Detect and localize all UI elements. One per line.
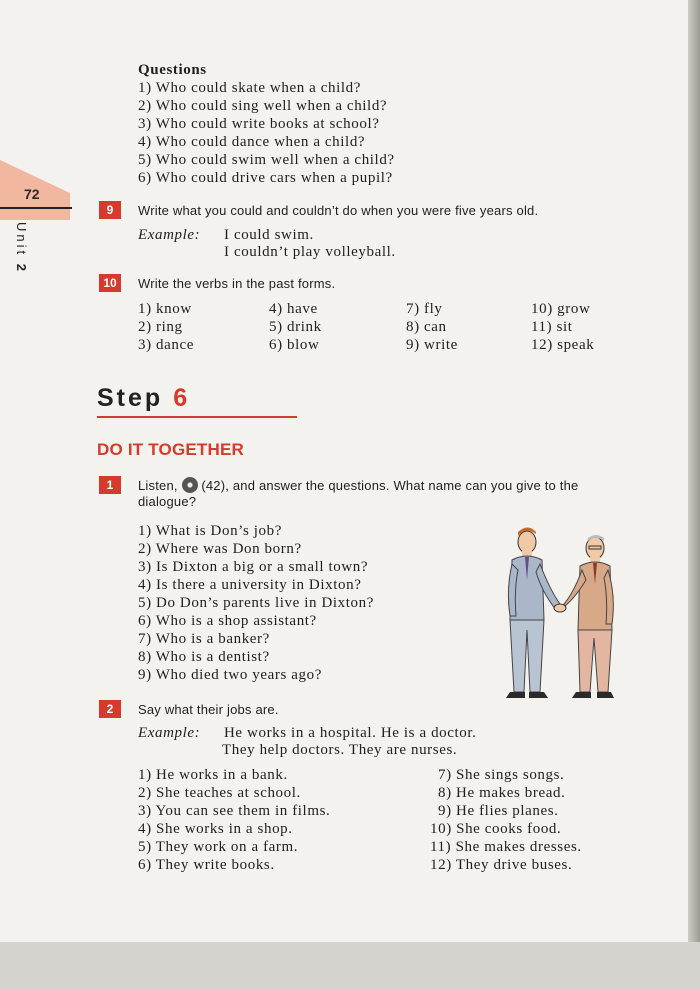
question-item: 6) Who is a shop assistant? <box>138 613 317 629</box>
question-item: 4) Is there a university in Dixton? <box>138 577 362 593</box>
verb-item: 5) drink <box>269 319 322 335</box>
exercise-instruction-cont: dialogue? <box>138 494 197 509</box>
job-item: 9) He flies planes. <box>438 803 559 819</box>
job-item: 1) He works in a bank. <box>138 767 288 783</box>
page-edge <box>688 0 700 942</box>
verb-item: 3) dance <box>138 337 195 353</box>
job-item: 3) You can see them in films. <box>138 803 331 819</box>
verb-item: 4) have <box>269 301 318 317</box>
section-title: DO IT TOGETHER <box>97 440 244 459</box>
example-line: I could swim. <box>224 227 314 243</box>
question-item: 5) Do Don’s parents live in Dixton? <box>138 595 374 611</box>
exercise-number-badge: 9 <box>99 201 121 219</box>
example-line: They help doctors. They are nurses. <box>222 742 458 758</box>
verb-item: 9) write <box>406 337 458 353</box>
step-underline <box>97 416 297 418</box>
example-label: Example: <box>138 725 201 741</box>
job-item: 2) She teaches at school. <box>138 785 301 801</box>
question-item: 1) What is Don’s job? <box>138 523 282 539</box>
page-bottom-margin <box>0 942 700 989</box>
exercise-instruction: Write the verbs in the past forms. <box>138 276 336 291</box>
question-item: 2) Where was Don born? <box>138 541 302 557</box>
verb-item: 8) can <box>406 319 447 335</box>
question-item: 5) Who could swim well when a child? <box>138 152 395 168</box>
job-item: 10) She cooks food. <box>430 821 562 837</box>
audio-cd-icon <box>182 477 198 493</box>
verb-item: 12) speak <box>531 337 595 353</box>
exercise-instruction: Write what you could and couldn’t do when you were five years old. <box>138 203 539 218</box>
verb-item: 7) fly <box>406 301 443 317</box>
example-line: He works in a hospital. He is a doctor. <box>224 725 477 741</box>
handshake-illustration <box>488 520 638 705</box>
questions-title: Questions <box>138 62 207 78</box>
question-item: 3) Is Dixton a big or a small town? <box>138 559 369 575</box>
question-item: 6) Who could drive cars when a pupil? <box>138 170 393 186</box>
exercise-number-badge: 10 <box>99 274 121 292</box>
example-line: I couldn’t play volleyball. <box>224 244 396 260</box>
job-item: 7) She sings songs. <box>438 767 565 783</box>
verb-item: 11) sit <box>531 319 573 335</box>
job-item: 4) She works in a shop. <box>138 821 293 837</box>
job-item: 12) They drive buses. <box>430 857 573 873</box>
job-item: 8) He makes bread. <box>438 785 566 801</box>
question-item: 9) Who died two years ago? <box>138 667 323 683</box>
unit-label: Unit 2 <box>14 222 29 274</box>
question-item: 3) Who could write books at school? <box>138 116 380 132</box>
page-number: 72 <box>24 186 40 202</box>
step-heading: Step 6 <box>97 384 191 412</box>
question-item: 2) Who could sing well when a child? <box>138 98 388 114</box>
tab-divider <box>0 207 72 209</box>
job-item: 11) She makes dresses. <box>430 839 582 855</box>
verb-item: 2) ring <box>138 319 183 335</box>
verb-item: 6) blow <box>269 337 320 353</box>
verb-item: 1) know <box>138 301 192 317</box>
question-item: 8) Who is a dentist? <box>138 649 270 665</box>
exercise-instruction: Say what their jobs are. <box>138 702 279 717</box>
exercise-instruction: Listen, (42), and answer the questions. What name can you give to the <box>138 478 579 493</box>
exercise-number-badge: 2 <box>99 700 121 718</box>
example-label: Example: <box>138 227 201 243</box>
exercise-number-badge: 1 <box>99 476 121 494</box>
job-item: 6) They write books. <box>138 857 275 873</box>
question-item: 1) Who could skate when a child? <box>138 80 362 96</box>
verb-item: 10) grow <box>531 301 591 317</box>
job-item: 5) They work on a farm. <box>138 839 299 855</box>
question-item: 7) Who is a banker? <box>138 631 270 647</box>
question-item: 4) Who could dance when a child? <box>138 134 366 150</box>
